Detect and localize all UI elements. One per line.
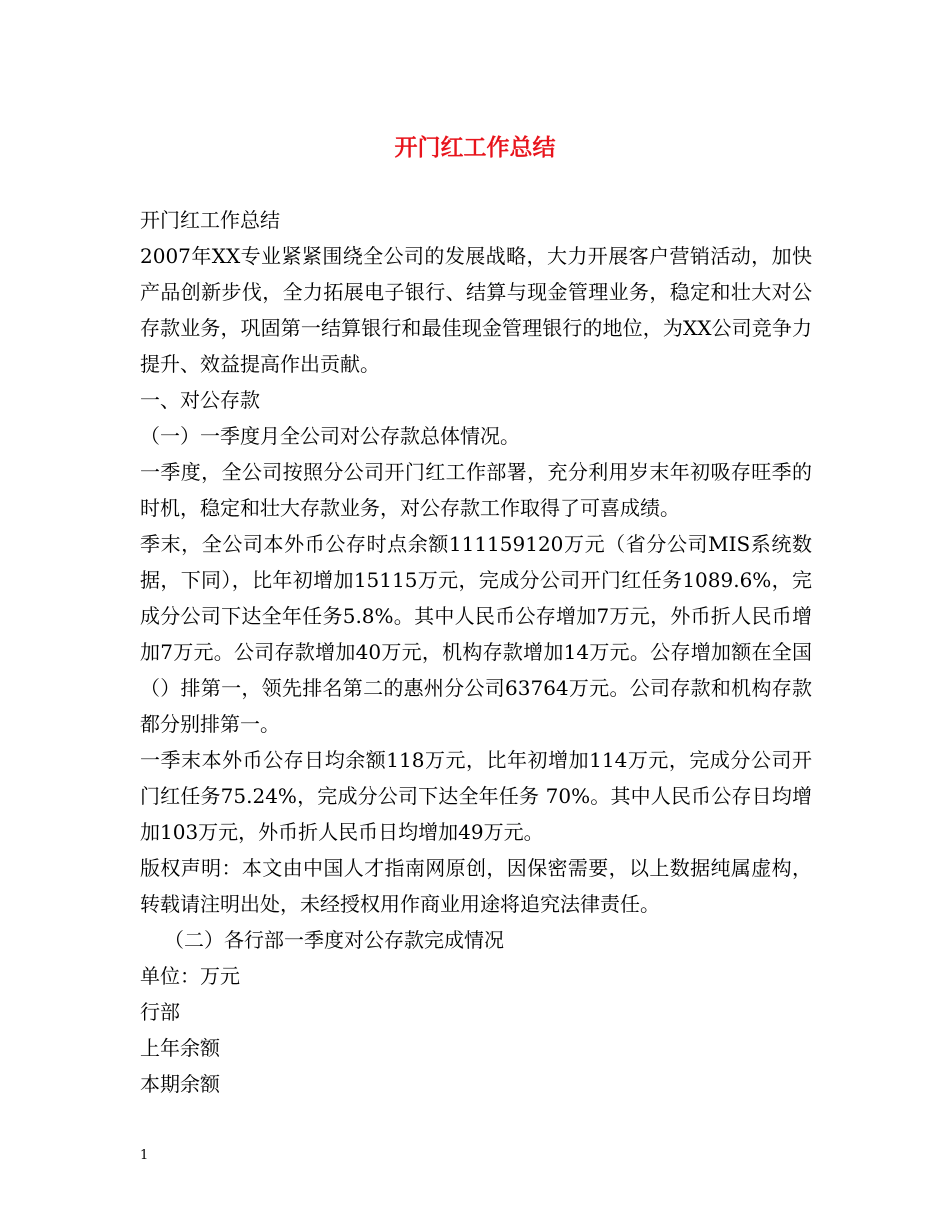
paragraph-copyright-notice: 版权声明：本文由中国人才指南网原创，因保密需要，以上数据纯属虚构，转载请注明出处，未经授权用作商业用途将追究法律责任。	[140, 856, 812, 916]
paragraph-q1-summary: 一季度，全公司按照分公司开门红工作部署，充分利用岁末年初吸存旺季的时机，稳定和壮大存款业务，对公存款工作取得了可喜成绩。	[140, 460, 812, 520]
table-header-previous-balance: 上年余额	[140, 1036, 220, 1060]
paragraph-quarter-end-balance: 季末，全公司本外币公存时点余额111159120万元（省分公司MIS系统数据，下同），比年初增加15115万元，完成分公司开门红任务1089.6%，完成分公司下达全年任务5.8%。其中人民币公存增加7万元，外币折人民币增加7万元。公司存款增加40万元，机构存款增加14万元。公存增加额在全国（）排第一，领先排名第二的惠州分公司63764万元。公司存款和机构存款都分别排第一。	[140, 532, 812, 736]
document-title: 开门红工作总结	[394, 135, 556, 161]
table-header-current-balance: 本期余额	[140, 1072, 220, 1096]
unit-label: 单位：万元	[140, 964, 240, 988]
paragraph-daily-average: 一季末本外币公存日均余额118万元，比年初增加114万元，完成分公司开门红任务75.24%，完成分公司下达全年任务 70%。其中人民币公存日均增加103万元，外币折人民币日均增加49万元。	[140, 748, 812, 844]
table-header-branch: 行部	[140, 1000, 180, 1024]
paragraph-heading: 开门红工作总结	[140, 208, 280, 232]
paragraph-intro: 2007年XX专业紧紧围绕全公司的发展战略，大力开展客户营销活动，加快产品创新步伐，全力拓展电子银行、结算与现金管理业务，稳定和壮大对公存款业务，巩固第一结算银行和最佳现金管理银行的地位，为XX公司竞争力提升、效益提高作出贡献。	[140, 244, 812, 376]
subsection-heading-overview: （一）一季度月全公司对公存款总体情况。	[140, 424, 520, 448]
document-body	[140, 202, 812, 1102]
section-heading-corporate-deposits: 一、对公存款	[140, 388, 260, 412]
subsection-heading-branch-completion: （二）各行部一季度对公存款完成情况	[164, 928, 504, 952]
page-number: 1	[140, 1148, 149, 1163]
